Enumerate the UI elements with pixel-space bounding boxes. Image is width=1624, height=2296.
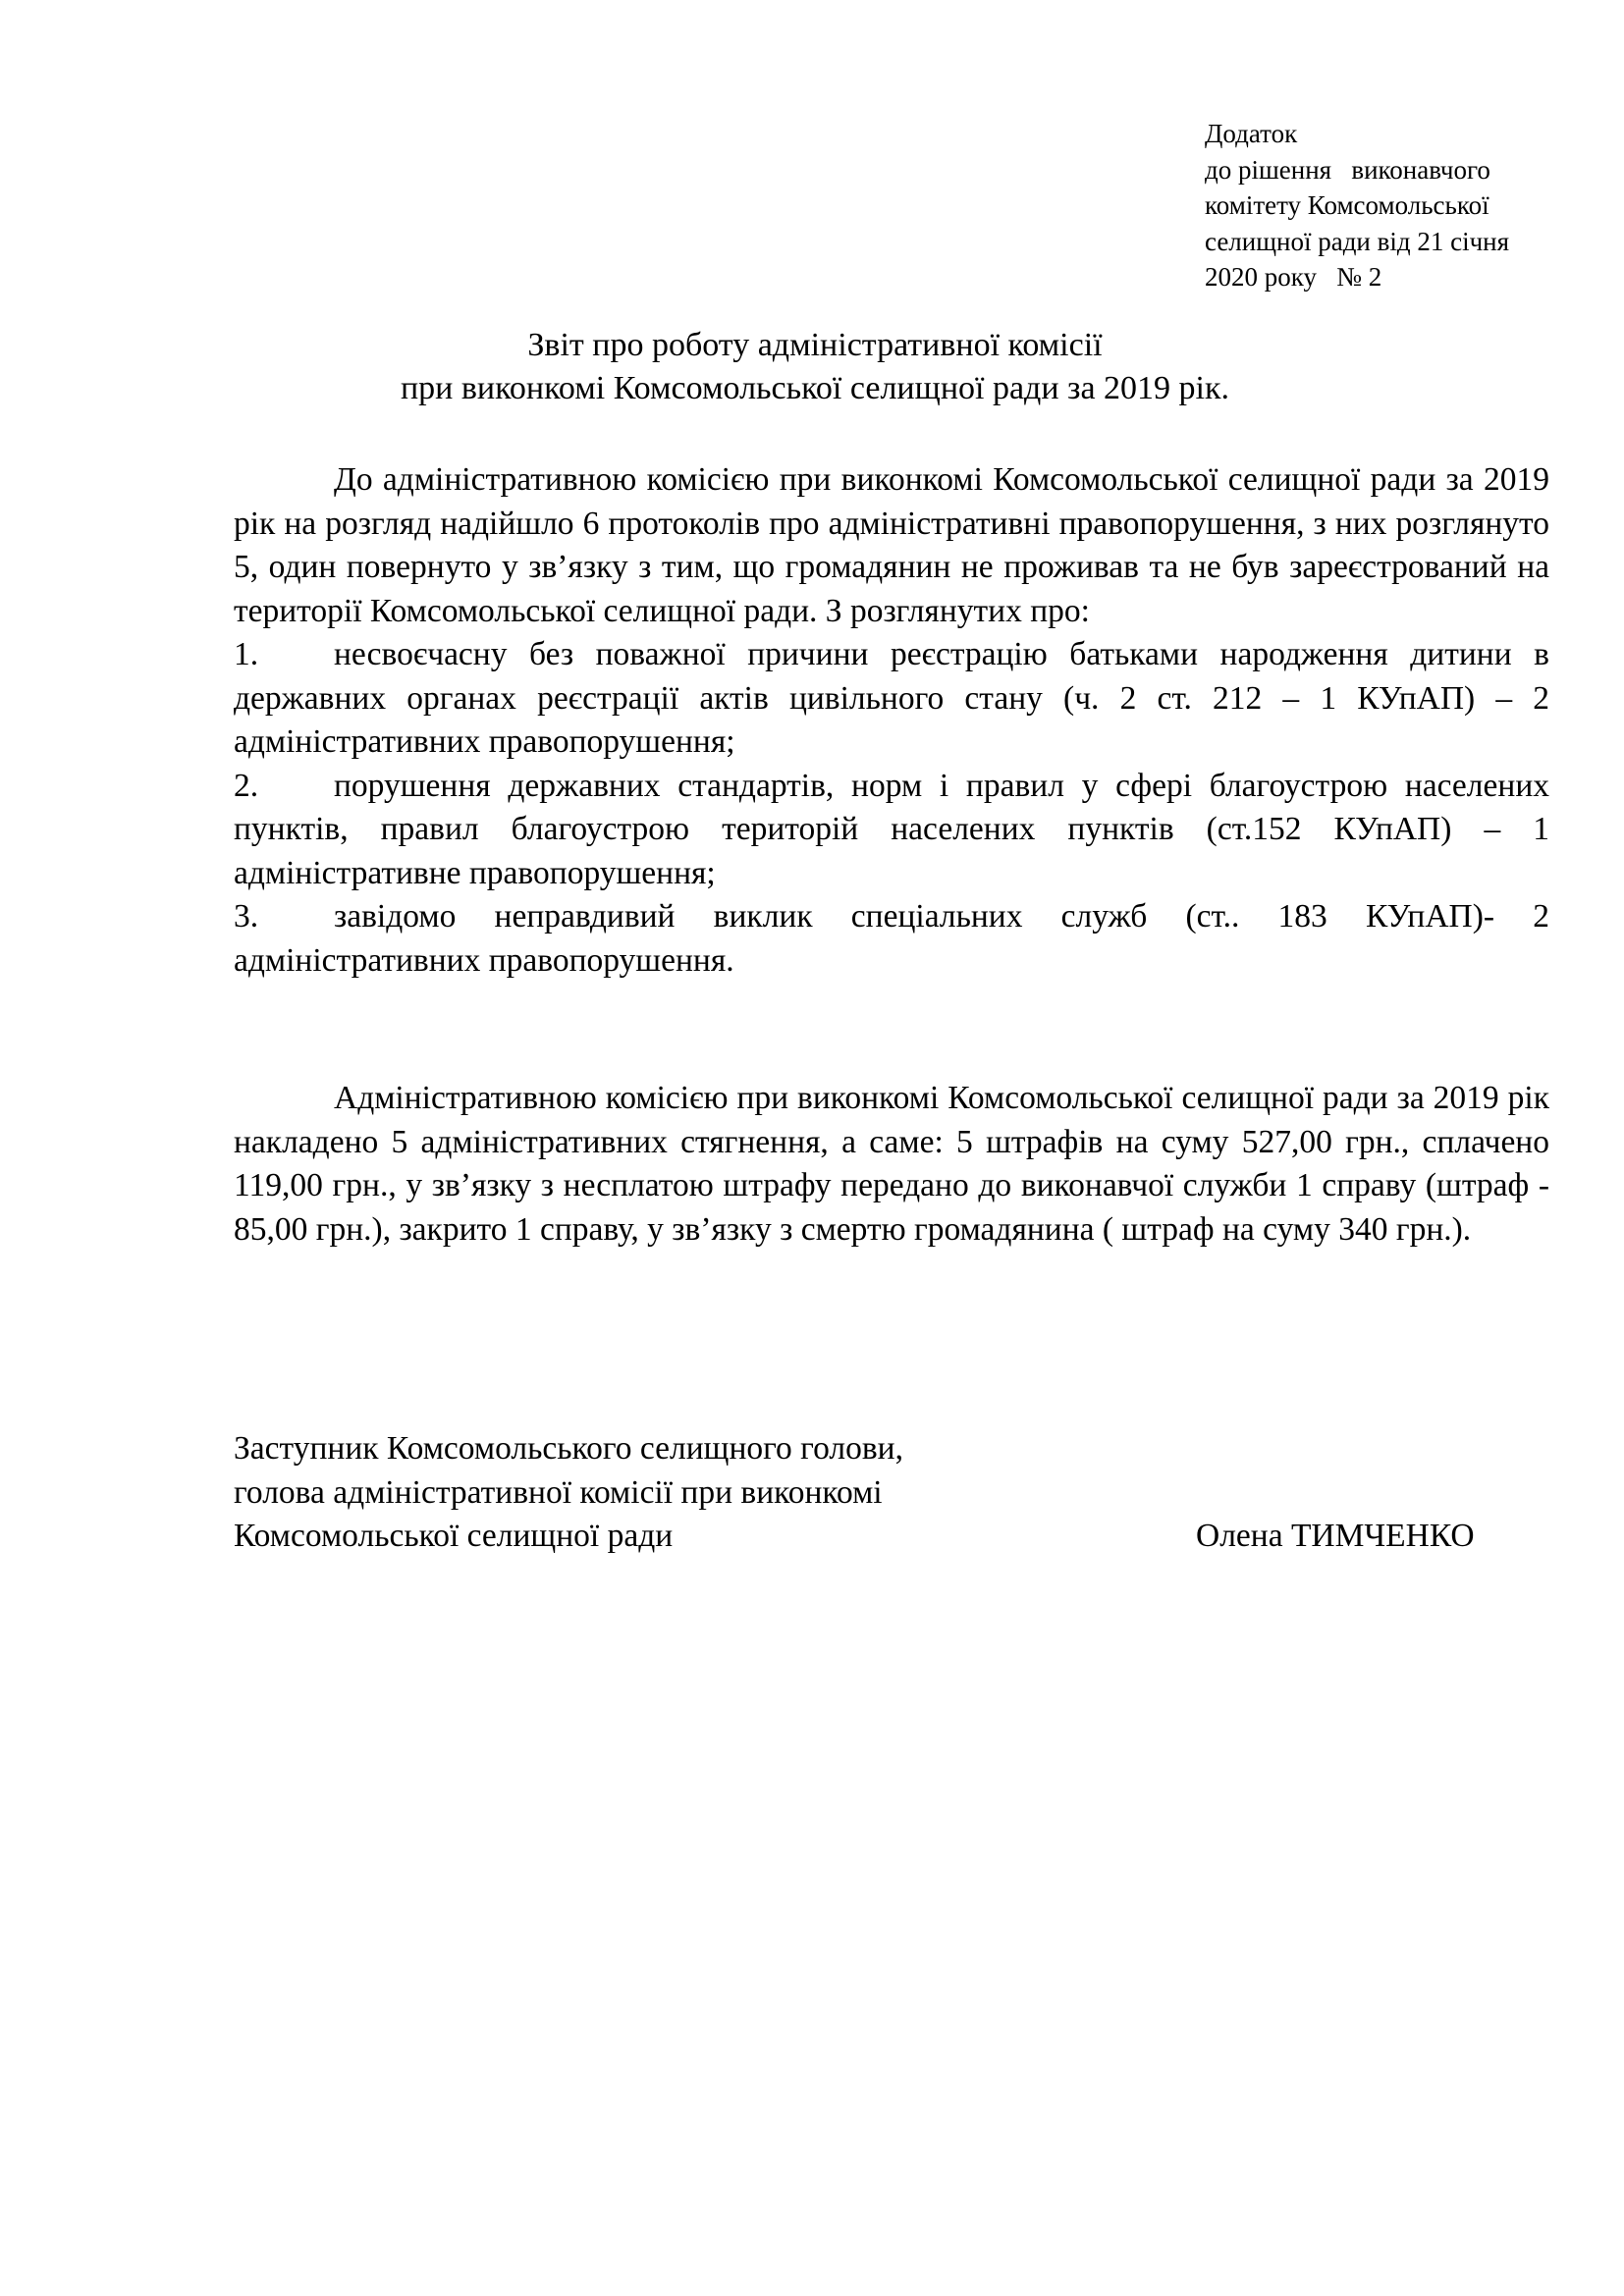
appendix-line: 2020 року № 2 [1205, 262, 1382, 292]
list-item-text: несвоєчасну без поважної причини реєстрацію батьками народження дитини в державних органах реєстрації актів цивільного стану (ч. 2 ст. 212 – 1 КУпАП) – 2 адміністративних правопорушення; [234, 636, 1549, 760]
intro-paragraph: До адміністративною комісією при виконкомі Комсомольської селищної ради за 2019 рік на розгляд надійшло 6 протоколів про адміністративні правопорушення, з них розглянуто 5, один повернуто у зв’язку з тим, що громадянин не проживав та не був зареєстрований на території Комсомольської селищної ради. З розглянутих про: [234, 461, 1549, 629]
document-title [226, 324, 1404, 410]
signer-name: Олена ТИМЧЕНКО [1196, 1518, 1475, 1554]
list-item-number: 1. [234, 636, 259, 672]
appendix-line: селищної ради від 21 січня [1205, 226, 1510, 256]
summary-paragraph: Адміністративною комісією при виконкомі Комсомольської селищної ради за 2019 рік накладено 5 адміністративних стягнення, а саме: 5 штрафів на суму 527,00 грн., сплачено 119,00 грн., у зв’язку з несплатою штрафу передано до виконавчої служби 1 справу (штраф - 85,00 грн.), закрито 1 справу, у зв’язку з смертю громадянина ( штраф на суму 340 грн.). [234, 1080, 1549, 1248]
list-item [234, 633, 1549, 765]
title-line: при виконкомі Комсомольської селищної ради за 2019 рік. [400, 370, 1230, 406]
list-item [234, 895, 1549, 983]
title-line: Звіт про роботу адміністративної комісії [527, 327, 1103, 363]
list-item-number: 2. [234, 767, 259, 804]
list-item-text: порушення державних стандартів, норм і правил у сфері благоустрою населених пунктів, правил благоустрою територій населених пунктів (ст.152 КУпАП) – 1 адміністративне правопорушення; [234, 767, 1549, 891]
report-body [234, 458, 1549, 983]
signer-position-line: Комсомольської селищної ради [234, 1518, 674, 1554]
appendix-line: до рішення виконавчого [1205, 154, 1490, 185]
appendix-header [1205, 116, 1578, 295]
appendix-line: комітету Комсомольської [1205, 190, 1489, 220]
list-item-text: завідомо неправдивий виклик спеціальних служб (ст.. 183 КУпАП)- 2 адміністративних правопорушення. [234, 898, 1549, 979]
list-item-number: 3. [234, 898, 259, 934]
appendix-line: Додаток [1205, 119, 1298, 148]
signer-position-line: голова адміністративної комісії при виконкомі [234, 1473, 883, 1511]
signer-position-line: Заступник Комсомольського селищного голови, [234, 1430, 903, 1467]
list-item [234, 765, 1549, 896]
summary-section [234, 1077, 1549, 1252]
